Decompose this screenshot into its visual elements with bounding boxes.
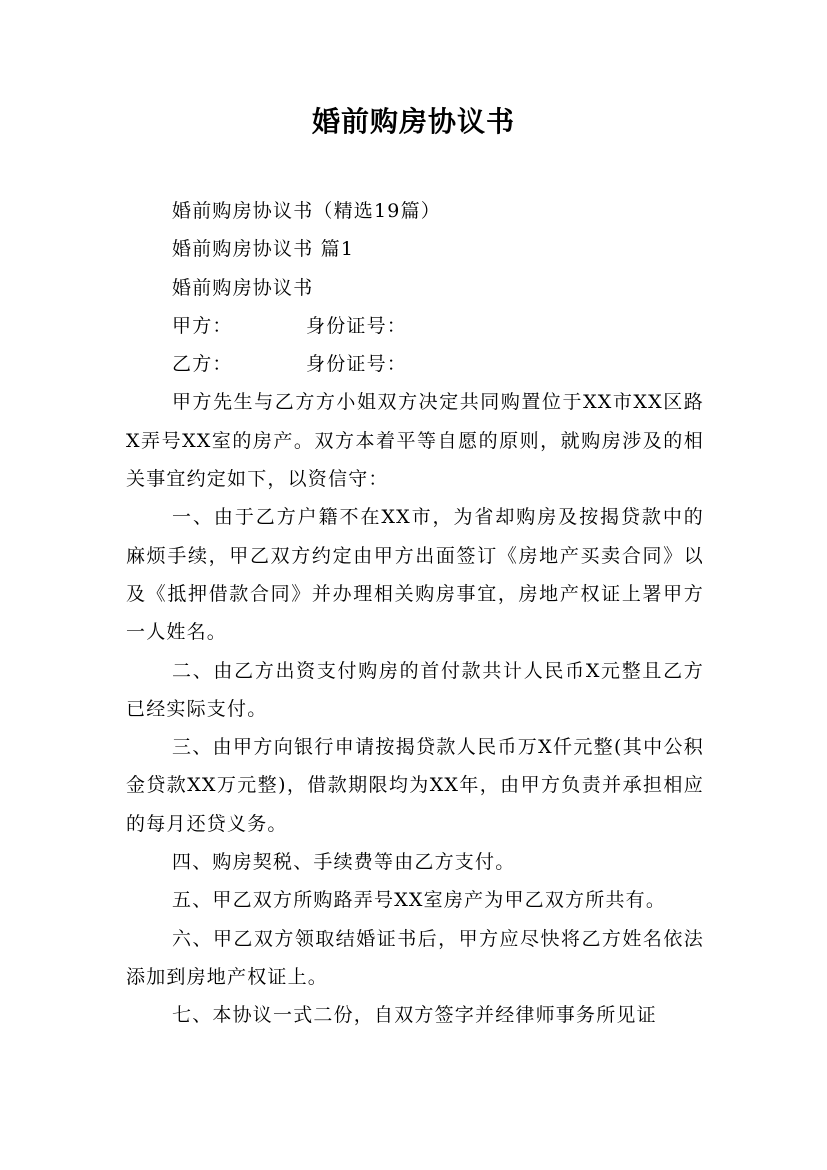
paragraph-intro: 甲方先生与乙方方小姐双方决定共同购置位于XX市XX区路X弄号XX室的房产。双方本着平等自愿的原则，就购房涉及的相关事宜约定如下，以资信守： <box>126 391 704 491</box>
clause-2: 二、由乙方出资支付购房的首付款共计人民币X元整且乙方已经实际支付。 <box>126 659 704 720</box>
party-b-line <box>126 345 704 383</box>
party-a-line <box>126 307 704 345</box>
collection-title-line: 婚前购房协议书（精选19篇） <box>172 200 441 222</box>
clause-6: 六、甲乙双方领取结婚证书后，甲方应尽快将乙方姓名依法添加到房地产权证上。 <box>126 927 704 988</box>
clause-1: 一、由于乙方户籍不在XX市，为省却购房及按揭贷款中的麻烦手续，甲乙双方约定由甲方出面签订《房地产买卖合同》以及《抵押借款合同》并办理相关购房事宜，房地产权证上署甲方一人姓名。 <box>126 506 704 644</box>
party-b-id-label: 身份证号： <box>306 353 408 376</box>
article-heading-line: 婚前购房协议书 篇1 <box>172 238 355 261</box>
party-b-label: 乙方： <box>172 353 233 376</box>
clause-7: 七、本协议一式二份，自双方签字并经律师事务所见证 <box>172 1004 657 1027</box>
clause-4: 四、购房契税、手续费等由乙方支付。 <box>172 851 516 874</box>
party-a-id-label: 身份证号： <box>306 314 408 337</box>
clause-3: 三、由甲方向银行申请按揭贷款人民币万X仟元整(其中公积金贷款XX万元整)，借款期限均为XX年，由甲方负责并承担相应的每月还贷义务。 <box>126 736 704 835</box>
document-title: 婚前购房协议书 <box>311 105 515 138</box>
document-body <box>126 192 704 1035</box>
subtitle-line: 婚前购房协议书 <box>172 276 314 299</box>
clause-5: 五、甲乙双方所购路弄号XX室房产为甲乙双方所共有。 <box>172 889 667 912</box>
party-a-label: 甲方： <box>172 314 233 337</box>
